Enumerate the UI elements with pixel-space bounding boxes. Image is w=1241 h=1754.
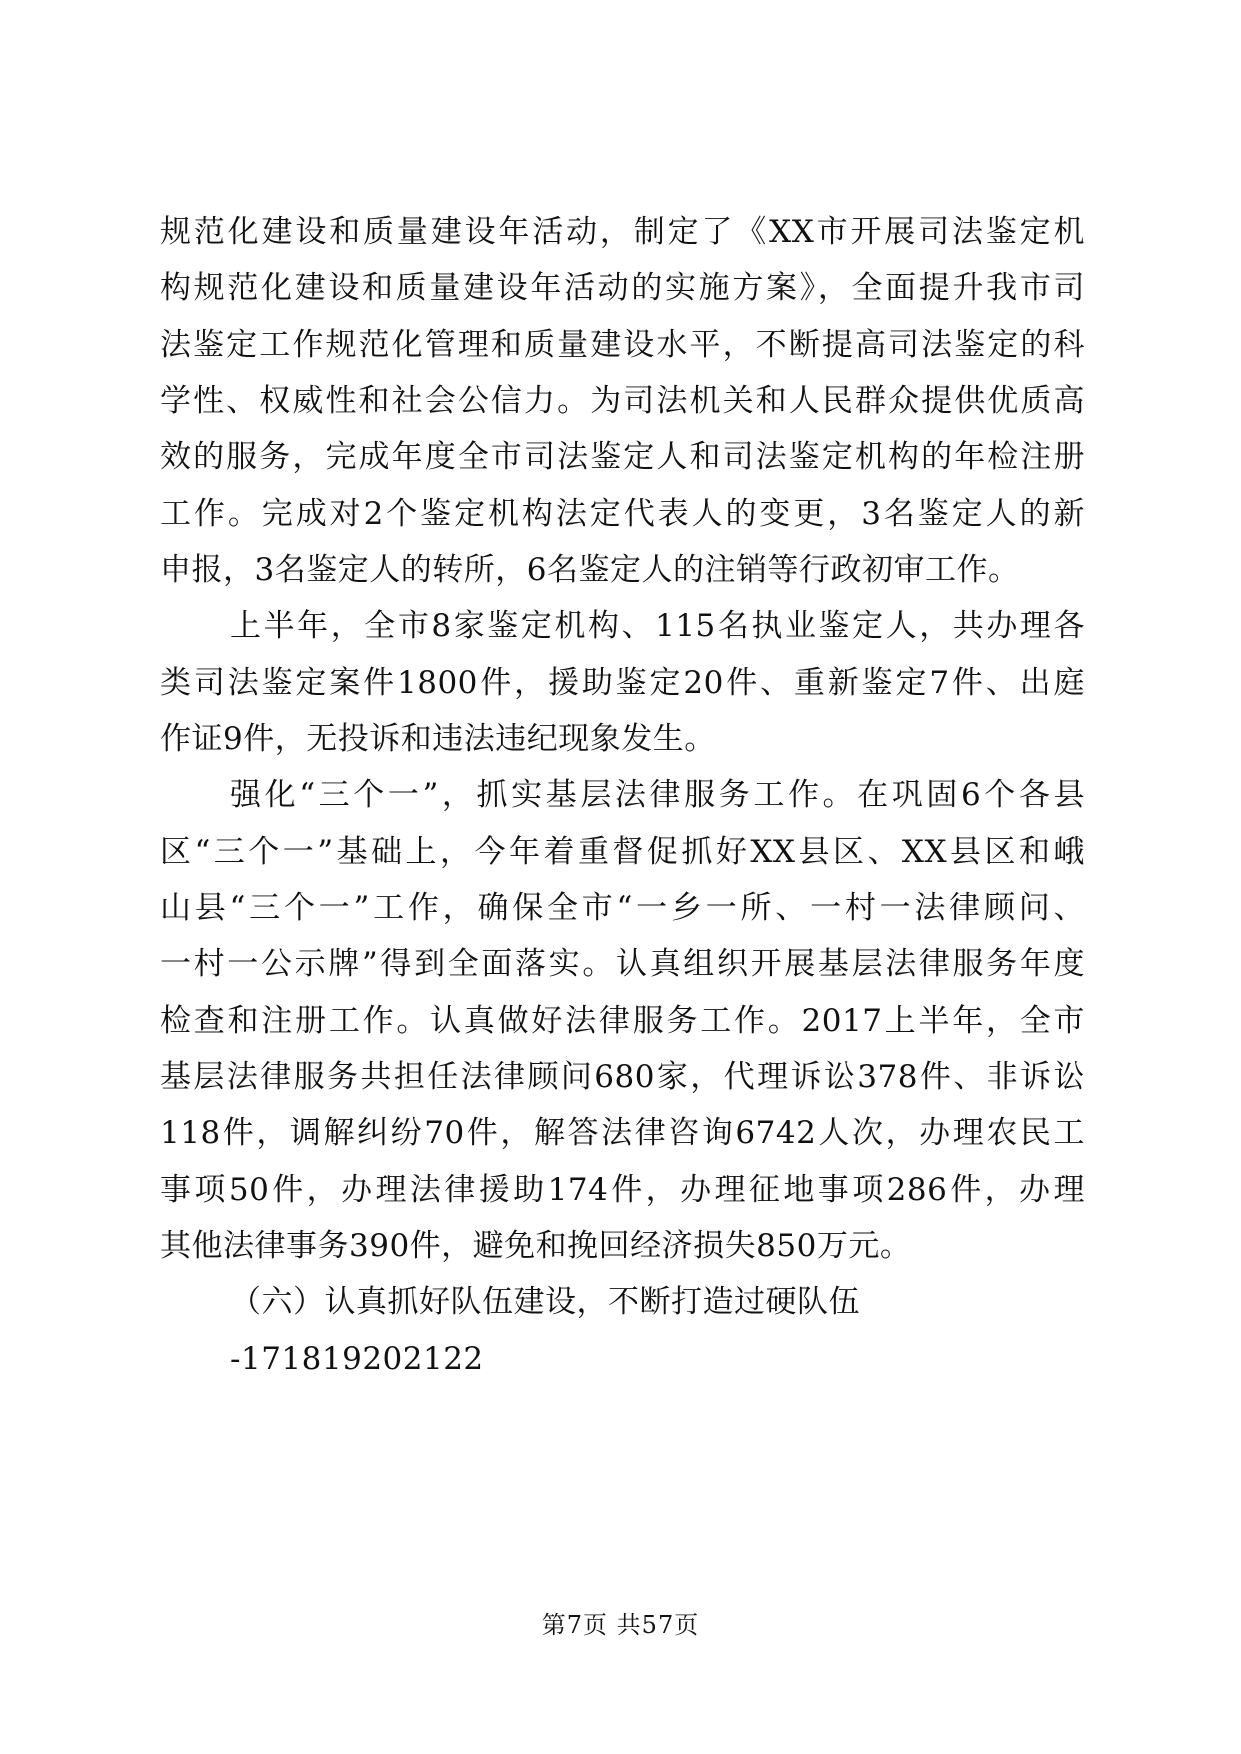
paragraph-line: 构规范化建设和质量建设年活动的实施方案》，全面提升我市司 bbox=[160, 270, 1085, 306]
paragraph-line: 类司法鉴定案件1800件，援助鉴定20件、重新鉴定7件、出庭 bbox=[160, 665, 1085, 701]
paragraph-line: 118件，调解纠纷70件，解答法律咨询6742人次，办理农民工 bbox=[160, 1115, 1085, 1151]
paragraph-line: 基层法律服务共担任法律顾问680家，代理诉讼378件、非诉讼 bbox=[160, 1059, 1085, 1095]
paragraph-line: 强化“三个一”，抓实基层法律服务工作。在巩固6个各县 bbox=[230, 777, 1085, 813]
paragraph-line: 其他法律事务390件，避免和挽回经济损失850万元。 bbox=[160, 1228, 912, 1264]
paragraph-line: 法鉴定工作规范化管理和质量建设水平，不断提高司法鉴定的科 bbox=[160, 327, 1085, 363]
page-number-sequence: -171819202122 bbox=[230, 1341, 484, 1377]
paragraph-line: 学性、权威性和社会公信力。为司法机关和人民群众提供优质高 bbox=[160, 383, 1085, 419]
paragraph-line: 一村一公示牌”得到全面落实。认真组织开展基层法律服务年度 bbox=[160, 946, 1085, 982]
paragraph-line: 效的服务，完成年度全市司法鉴定人和司法鉴定机构的年检注册 bbox=[160, 439, 1085, 475]
paragraph-line: 区“三个一”基础上，今年着重督促抓好XX县区、XX县区和峨 bbox=[160, 834, 1085, 870]
section-heading: （六）认真抓好队伍建设，不断打造过硬队伍 bbox=[230, 1284, 860, 1320]
paragraph-line: 规范化建设和质量建设年活动，制定了《XX市开展司法鉴定机 bbox=[160, 214, 1085, 250]
paragraph-line: 作证9件，无投诉和违法违纪现象发生。 bbox=[160, 721, 716, 757]
paragraph-line: 检查和注册工作。认真做好法律服务工作。2017上半年，全市 bbox=[160, 1003, 1085, 1039]
paragraph-line: 工作。完成对2个鉴定机构法定代表人的变更，3名鉴定人的新 bbox=[160, 496, 1085, 532]
paragraph-line: 申报，3名鉴定人的转所，6名鉴定人的注销等行政初审工作。 bbox=[160, 552, 1020, 588]
page-footer: 第7页 共57页 bbox=[541, 1611, 700, 1639]
paragraph-line: 事项50件，办理法律援助174件，办理征地事项286件，办理 bbox=[160, 1172, 1085, 1208]
paragraph-line: 上半年，全市8家鉴定机构、115名执业鉴定人，共办理各 bbox=[230, 608, 1085, 644]
paragraph-line: 山县“三个一”工作，确保全市“一乡一所、一村一法律顾问、 bbox=[160, 890, 1085, 926]
